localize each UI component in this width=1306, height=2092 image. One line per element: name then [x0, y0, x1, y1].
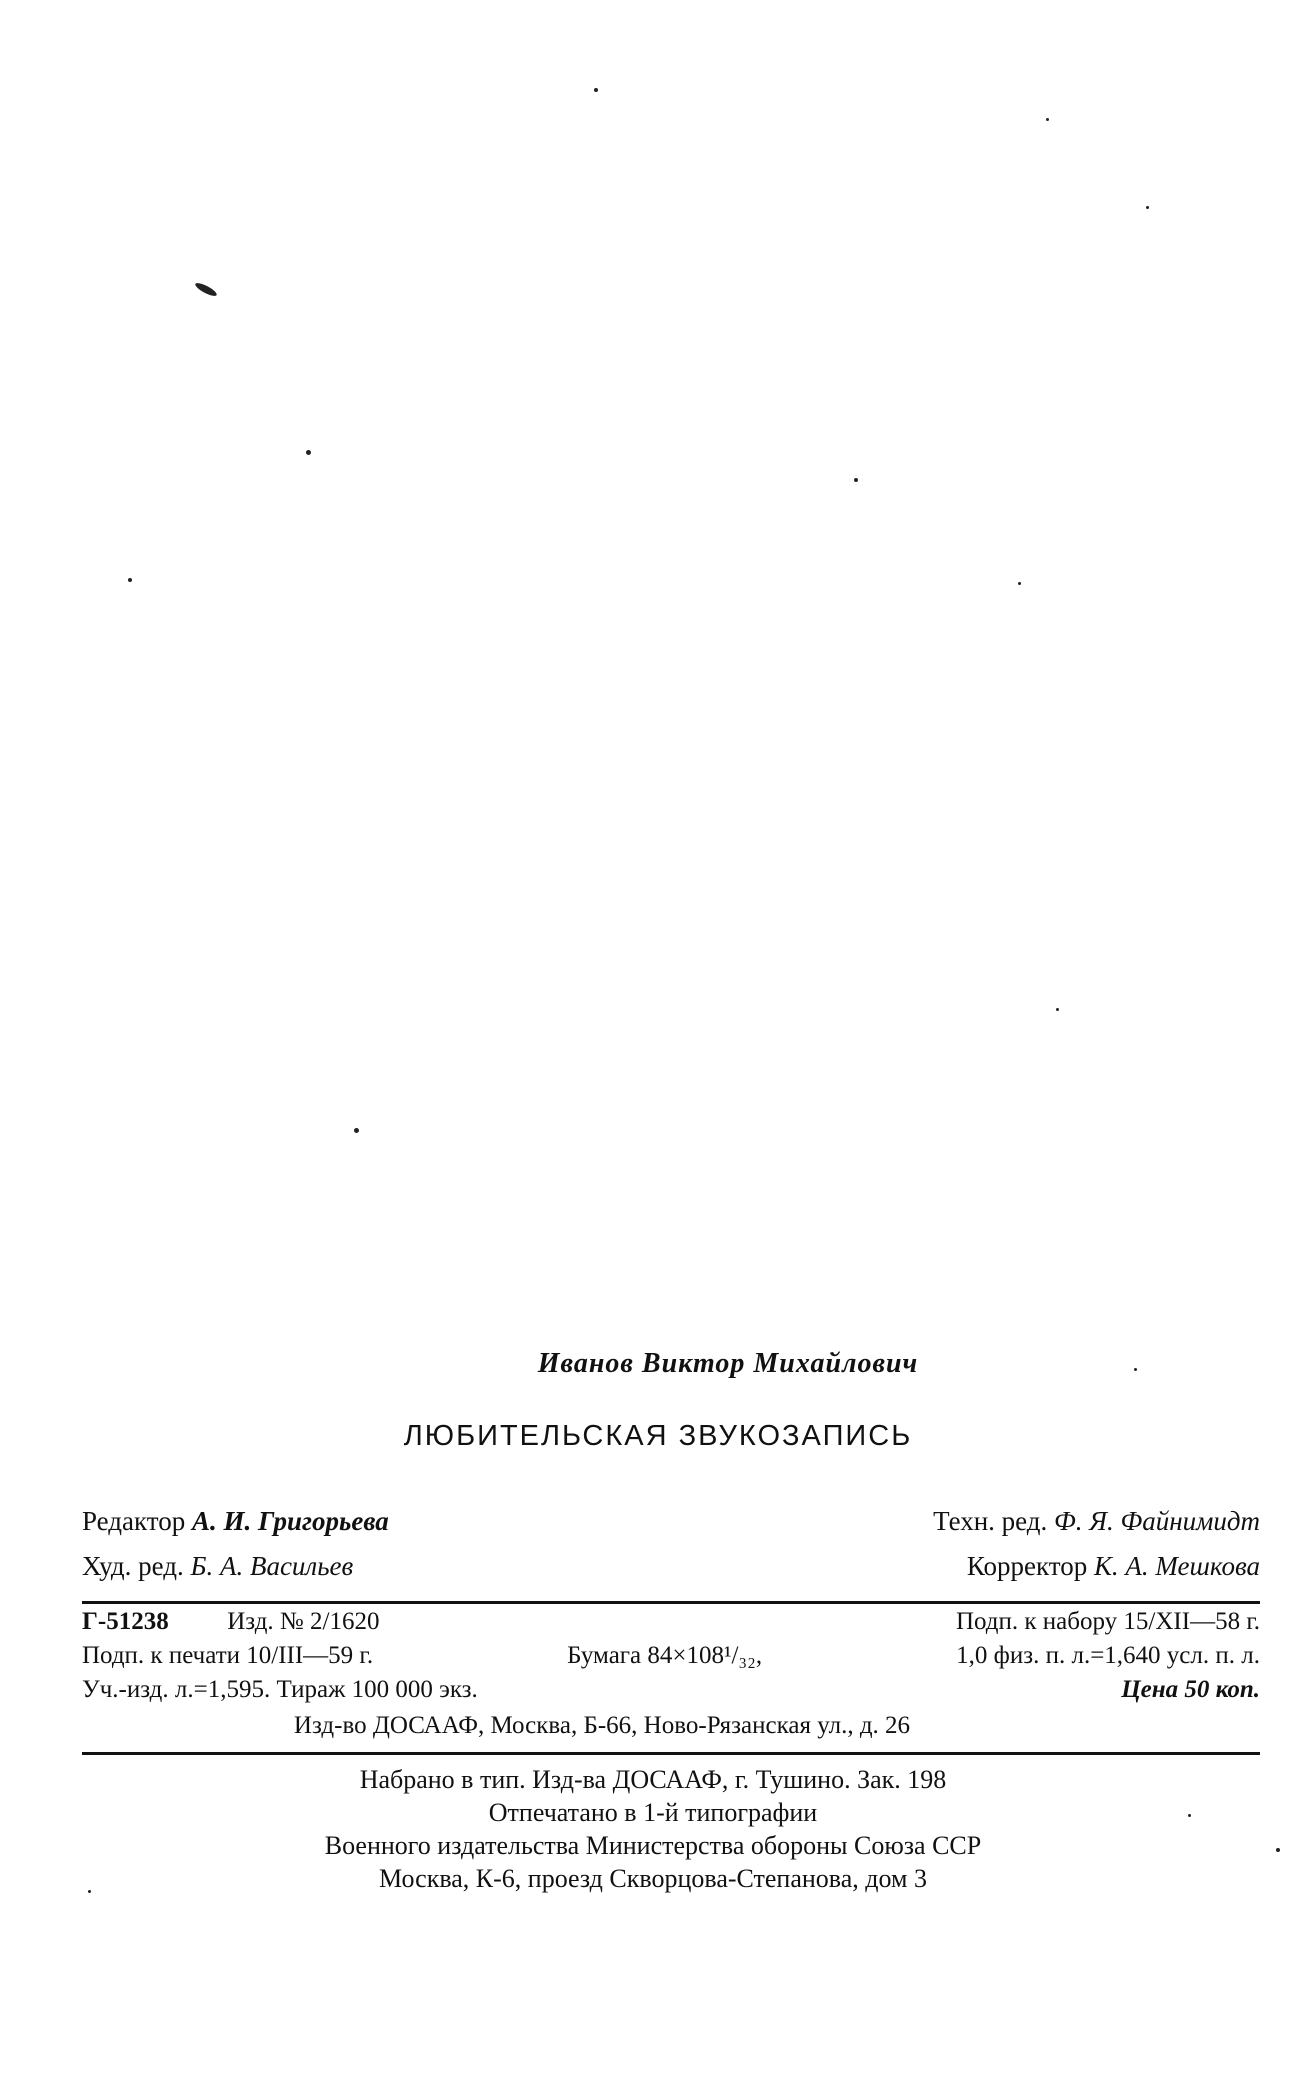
- imprint-line-1: [82, 1608, 1260, 1636]
- imprint-code: Г-51238: [82, 1608, 169, 1635]
- colophon-line-2: Отпечатано в 1-й типографии: [488, 1798, 818, 1827]
- editor-name: А. И. Григорьева: [191, 1506, 389, 1536]
- credits-row-art-corrector: [82, 1551, 1260, 1582]
- dust-speck: [354, 1128, 359, 1133]
- tech-editor-role: Техн. ред.: [933, 1506, 1048, 1536]
- dust-speck: [594, 88, 598, 92]
- dust-speck: [1056, 1008, 1059, 1011]
- imprint-sign-typeset: Подп. к набору 15/XII—58 г.: [955, 1608, 1260, 1635]
- art-editor-name: Б. А. Васильев: [190, 1551, 354, 1581]
- tech-editor-credit: [933, 1506, 1260, 1537]
- dust-speck: [128, 578, 132, 582]
- imprint-sign-print: Подп. к печати 10/III—59 г.: [82, 1642, 374, 1669]
- imprint-uch-izd: Уч.-изд. л.=1,595.: [82, 1676, 271, 1703]
- dust-speck: [194, 281, 218, 298]
- dust-speck: [306, 450, 311, 455]
- dust-speck: [1046, 118, 1049, 121]
- imprint-sheets: 1,0 физ. п. л.=1,640 усл. п. л.: [956, 1642, 1260, 1669]
- colophon-line-3: Военного издательства Министерства обороны Союза ССР: [324, 1831, 982, 1860]
- book-title: [0, 1420, 1306, 1453]
- imprint-publisher: Изд-во ДОСААФ, Москва, Б-66, Ново-Рязанская ул., д. 26: [293, 1712, 911, 1739]
- dust-speck: [1146, 206, 1149, 209]
- imprint-tirazh: Тираж 100 000 экз.: [276, 1676, 478, 1703]
- imprint-izd-no: Изд. № 2/1620: [227, 1608, 380, 1635]
- divider-rule: [82, 1601, 1260, 1604]
- credits-row-editors: [82, 1506, 1260, 1537]
- tech-editor-name: Ф. Я. Файнимидт: [1054, 1506, 1260, 1536]
- imprint-line-4: [82, 1712, 1122, 1740]
- imprint-line-3: [82, 1676, 1260, 1704]
- editor-role: Редактор: [82, 1506, 186, 1536]
- corrector-name: К. А. Мешкова: [1093, 1551, 1260, 1581]
- colophon-line-4: Москва, К-6, проезд Скворцова-Степанова, дом 3: [379, 1864, 927, 1893]
- author-name: [0, 1348, 1306, 1380]
- corrector-credit: [967, 1551, 1260, 1582]
- imprint-price: Цена 50 коп.: [1121, 1676, 1260, 1703]
- art-editor-role: Худ. ред.: [82, 1551, 184, 1581]
- dust-speck: [854, 478, 858, 482]
- imprint-line-2: [82, 1642, 1260, 1670]
- author-text: Иванов Виктор Михайлович: [537, 1348, 919, 1379]
- divider-rule: [82, 1752, 1260, 1755]
- editor-credit: [82, 1506, 389, 1537]
- colophon: [0, 1763, 1306, 1895]
- imprint-paper: Бумага 84×108¹/₃₂,: [567, 1642, 763, 1669]
- art-editor-credit: [82, 1551, 353, 1582]
- book-title-text: ЛЮБИТЕЛЬСКАЯ ЗВУКОЗАПИСЬ: [403, 1420, 913, 1452]
- colophon-line-1: Набрано в тип. Изд-ва ДОСААФ, г. Тушино. Зак. 198: [359, 1765, 947, 1794]
- corrector-role: Корректор: [966, 1551, 1088, 1581]
- dust-speck: [1018, 582, 1021, 585]
- imprint-uch-group: [82, 1676, 478, 1704]
- imprint-code-group: [82, 1608, 379, 1636]
